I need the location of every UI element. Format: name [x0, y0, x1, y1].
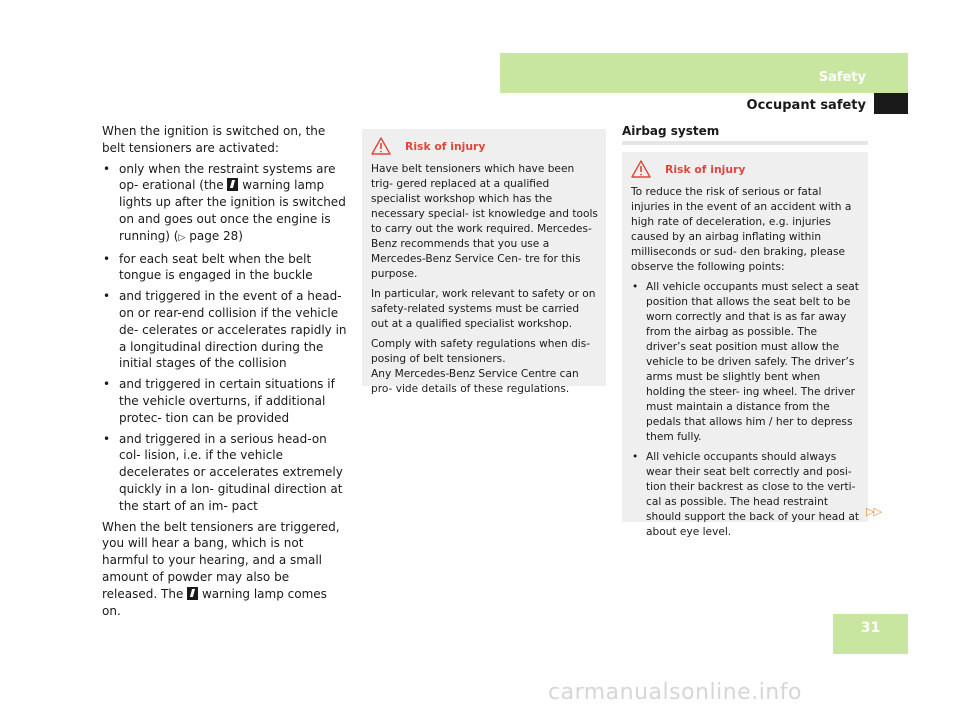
list-item: • and triggered in a serious head-on col- lision, i.e. if the vehicle decelerates or accelerates extremely quickly in a lon- gitudinal direction at the start of an im- pact	[102, 431, 348, 515]
list-item: • All vehicle occupants must select a seat position that allows the seat belt to be worn correctly and that is as far away from the airbag as possible. The driver’s seat position must allow the vehicle to be driven safely. The driver’s arms must be slightly bent when holding the steer- ing wheel. The driver must maintain a distance from the pedals that allows him / her to depress them fully.	[631, 280, 860, 445]
section-tab	[500, 53, 908, 93]
warning-paragraph: Comply with safety regulations when dis- posing of belt tensioners. Any Mercedes-Benz Service Centre can pro- vide details of these regulations.	[371, 338, 591, 395]
list-item: • only when the restraint systems are op- erational (the warning lamp lights up after the ignition is switched on and goes out once the engine is running) (▷ page 28)	[102, 161, 348, 247]
list-item: • for each seat belt when the belt tongue is engaged in the buckle	[102, 251, 348, 285]
warning-title: Risk of injury	[405, 139, 486, 153]
warning-triangle-icon	[631, 160, 651, 178]
warning-paragraph: To reduce the risk of serious or fatal injuries in the event of an accident with a high rate of deceleration, e.g. injuries caused by an airbag inflating within milliseconds or sud- den braking, please observe the following points:	[631, 186, 852, 273]
list-item: • and triggered in the event of a head-on or rear-end collision if the vehicle de- celerates or accelerates rapidly in a longitudinal direction during the initial stages of the collision	[102, 288, 348, 372]
belt-tensioner-warning-box	[362, 129, 606, 395]
page-number-box	[833, 614, 908, 654]
closing-paragraph: When the belt tensioners are triggered, you will hear a bang, which is not harmful to your hearing, and a small amount of powder may also be released. The warning lamp comes on.	[102, 519, 340, 618]
warning-title: Risk of injury	[665, 162, 746, 176]
page-reference-link[interactable]: page 28)	[189, 228, 243, 243]
warning-triangle-icon	[371, 137, 391, 155]
watermark: carmanualsonline.info	[548, 680, 802, 705]
page-ref-arrow-icon: ▷	[178, 232, 186, 243]
srs-warning-lamp-icon	[187, 587, 198, 600]
srs-warning-lamp-icon	[227, 178, 238, 191]
warning-header	[371, 137, 598, 155]
list-item: • and triggered in certain situations if the vehicle overturns, if additional protec- tion can be provided	[102, 376, 348, 426]
section-title: Safety	[818, 70, 866, 85]
heading-divider	[622, 141, 868, 145]
continued-arrow-icon[interactable]: ▷▷	[866, 505, 881, 518]
airbag-warning-box	[622, 152, 868, 538]
airbag-warning-list	[631, 280, 860, 540]
warning-paragraph: In particular, work relevant to safety or on safety-related systems must be carried out at a qualified specialist workshop.	[371, 288, 596, 330]
intro-paragraph: When the ignition is switched on, the belt tensioners are activated:	[102, 124, 326, 155]
belt-tensioner-column	[102, 123, 348, 623]
airbag-section-heading: Airbag system	[622, 124, 720, 138]
subsection-marker	[874, 93, 908, 114]
list-item: • All vehicle occupants should always wear their seat belt correctly and posi- tion their backrest as close to the verti- cal as possible. The head restraint should support the back of your head at about eye level.	[631, 450, 860, 540]
warning-paragraph: Have belt tensioners which have been trig- gered replaced at a qualified specialist workshop which has the necessary special- ist knowledge and tools to carry out the work required. Mercedes-Benz recommends that you use a Mercedes-Benz Service Cen- tre for this purpose.	[371, 163, 598, 280]
page-number: 31	[860, 620, 881, 636]
activation-list	[102, 161, 348, 515]
warning-header	[631, 160, 860, 178]
subsection-title: Occupant safety	[746, 98, 866, 113]
